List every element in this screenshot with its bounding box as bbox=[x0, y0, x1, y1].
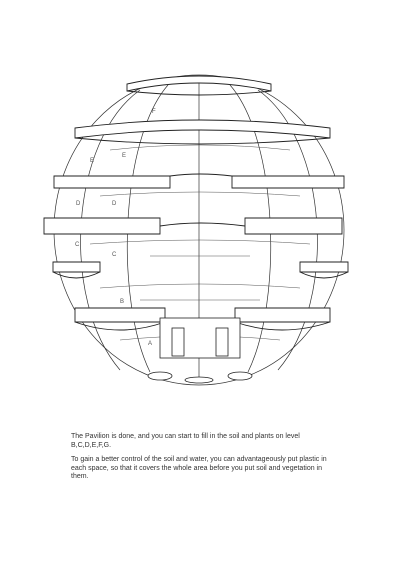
instruction-text bbox=[71, 433, 341, 488]
ring-5 bbox=[53, 262, 100, 272]
level-label-d-left: D bbox=[76, 201, 81, 207]
level-label-c-right: C bbox=[112, 252, 117, 258]
level-label-a: A bbox=[148, 341, 153, 347]
base-foot-right bbox=[228, 372, 252, 380]
ring-3 bbox=[54, 176, 170, 188]
level-label-e-left: E bbox=[90, 158, 95, 164]
ring-4 bbox=[44, 218, 160, 234]
instruction-paragraph-2: To gain a better control of the soil and water, you can advantageously put plastic in each space, so that it covers the whole area before you put soil and vegetation in them. bbox=[71, 456, 327, 480]
level-label-b: B bbox=[120, 299, 125, 305]
level-label-f: F bbox=[152, 109, 156, 115]
base-foot-left bbox=[148, 372, 172, 380]
instruction-paragraph-1: The Pavilion is done, and you can start to fill in the soil and plants on level B,C,D,E,F,G. bbox=[71, 433, 300, 449]
ring-2 bbox=[75, 120, 330, 138]
level-label-c-left: C bbox=[75, 242, 80, 248]
ring-6 bbox=[75, 308, 165, 322]
level-label-e-right: E bbox=[122, 153, 127, 159]
level-label-d-right: D bbox=[112, 201, 117, 207]
